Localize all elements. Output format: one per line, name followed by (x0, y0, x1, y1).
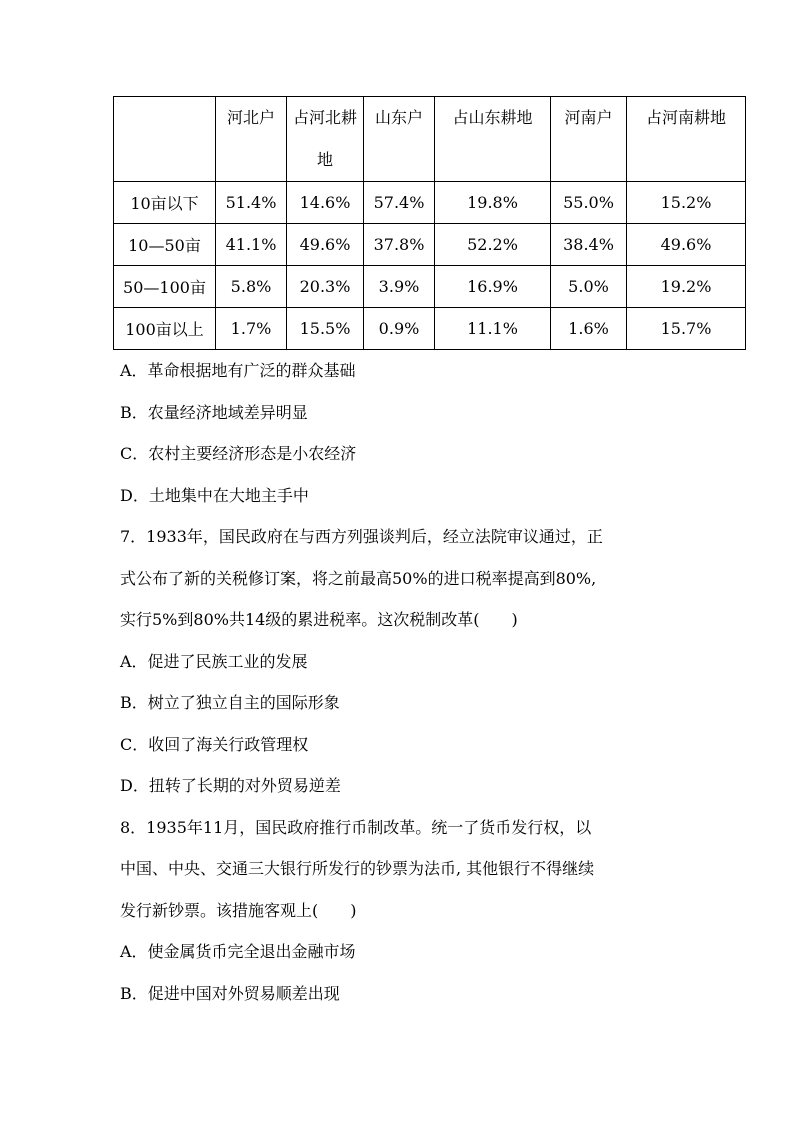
table-header-cell: 河南户 (551, 97, 627, 182)
table-header-cell: 占山东耕地 (435, 97, 551, 182)
q8-option-b: B．促进中国对外贸易顺差出现 (120, 983, 340, 1003)
q8-stem-line: 发行新钞票。该措施客观上( ) (120, 900, 357, 920)
table-cell: 57.4% (364, 182, 435, 224)
table-header-cell: 河北户 (216, 97, 287, 182)
table-cell: 14.6% (287, 182, 364, 224)
table-cell: 20.3% (287, 266, 364, 308)
table-row (114, 308, 746, 350)
table-row (114, 182, 746, 224)
q7-stem-line: 式公布了新的关税修订案，将之前最高50%的进口税率提高到80%, (120, 568, 597, 588)
table-cell: 41.1% (216, 224, 287, 266)
q6-option-d: D．土地集中在大地主手中 (120, 485, 309, 505)
table-cell: 15.7% (627, 308, 746, 350)
q7-option-b: B．树立了独立自主的国际形象 (120, 693, 340, 712)
q8-stem-line: 8．1935年11月，国民政府推行币制改革。统一了货币发行权，以 (120, 817, 592, 837)
table-cell: 15.5% (287, 308, 364, 350)
table-cell: 1.6% (551, 308, 627, 350)
questions-section (120, 350, 680, 1014)
table-cell: 19.2% (627, 266, 746, 308)
table-cell: 55.0% (551, 182, 627, 224)
table-header-cell (114, 97, 216, 182)
table-cell: 51.4% (216, 182, 287, 224)
table-cell: 1.7% (216, 308, 287, 350)
table-row (114, 224, 746, 266)
table-cell: 15.2% (627, 182, 746, 224)
q8-stem-line: 中国、中央、交通三大银行所发行的钞票为法币, 其他银行不得继续 (120, 859, 595, 878)
q7-option-d: D．扭转了长期的对外贸易逆差 (120, 776, 341, 795)
table-header-row (114, 97, 746, 182)
table-header-cell: 山东户 (364, 97, 435, 182)
q7-option-c: C．收回了海关行政管理权 (120, 734, 309, 754)
q6-option-c: C．农村主要经济形态是小农经济 (120, 444, 357, 463)
table-cell: 5.0% (551, 266, 627, 308)
table-cell: 11.1% (435, 308, 551, 350)
table-cell: 16.9% (435, 266, 551, 308)
q7-stem-line: 实行5%到80%共14级的累进税率。这次税制改革( ) (120, 610, 518, 629)
table-cell: 49.6% (287, 224, 364, 266)
table-row (114, 266, 746, 308)
table-cell: 5.8% (216, 266, 287, 308)
q7-stem-line: 7．1933年，国民政府在与西方列强谈判后，经立法院审议通过，正 (120, 527, 603, 546)
table-cell: 38.4% (551, 224, 627, 266)
q8-option-a: A．使金属货币完全退出金融市场 (120, 942, 356, 961)
table-cell: 0.9% (364, 308, 435, 350)
row-label: 50—100亩 (114, 266, 216, 308)
row-label: 10—50亩 (114, 224, 216, 266)
row-label: 10亩以下 (114, 182, 216, 224)
q6-option-a: A．革命根据地有广泛的群众基础 (120, 361, 356, 380)
land-distribution-table (113, 96, 746, 350)
row-label: 100亩以上 (114, 308, 216, 350)
q6-option-b: B．农量经济地域差异明显 (120, 402, 308, 422)
table-cell: 37.8% (364, 224, 435, 266)
q7-option-a: A．促进了民族工业的发展 (120, 651, 308, 671)
table-cell: 3.9% (364, 266, 435, 308)
table-cell: 49.6% (627, 224, 746, 266)
table-cell: 52.2% (435, 224, 551, 266)
table-header-cell: 占河北耕地 (287, 97, 364, 182)
table-header-cell: 占河南耕地 (627, 97, 746, 182)
table-cell: 19.8% (435, 182, 551, 224)
